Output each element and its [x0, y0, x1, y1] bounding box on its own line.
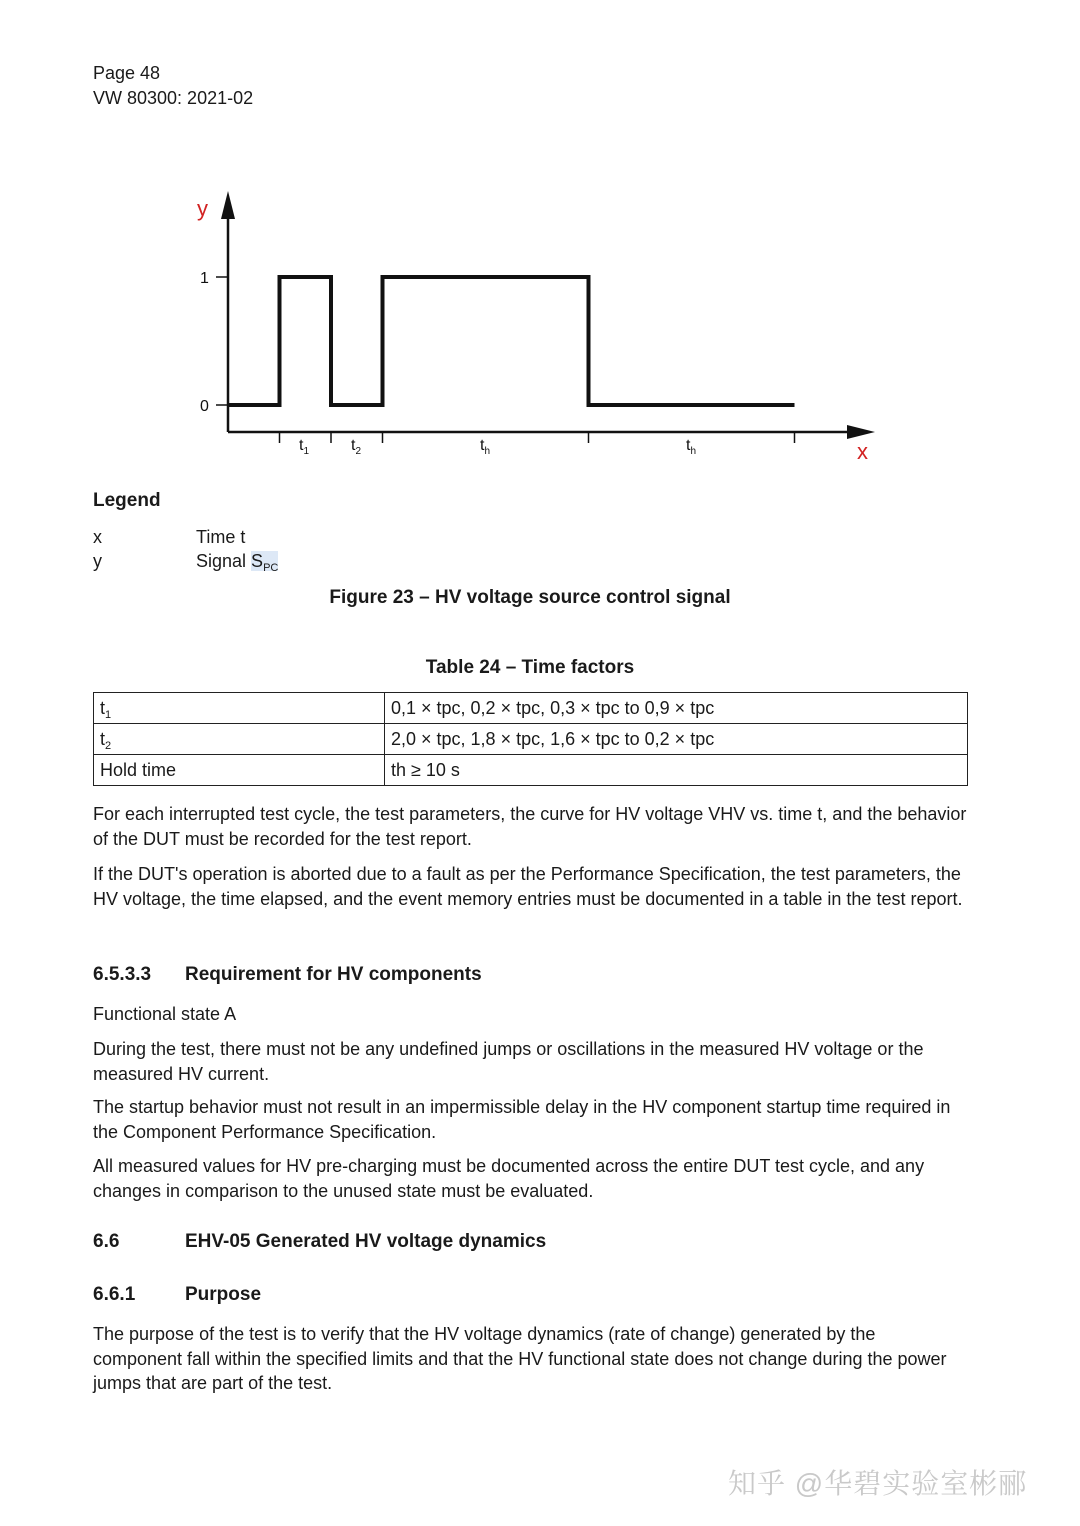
table-row [94, 693, 968, 724]
page-number: Page 48 [93, 63, 161, 83]
x-axis-arrow [847, 425, 875, 439]
legend-value-y: Signal $S_{PC}$ [196, 551, 279, 574]
time-factors-table [93, 692, 968, 786]
section-title: EHV-05 Generated HV voltage dynamics [185, 1231, 547, 1252]
section-number: 6.6.1 [93, 1284, 136, 1305]
table-cell-value: 0,1 × tpc, 0,2 × tpc, 0,3 × tpc to 0,9 × tpc [385, 693, 968, 724]
table-cell-value: th ≥ 10 s [385, 755, 968, 786]
y-axis-arrow [221, 191, 235, 219]
y-tick-label-0: 0 [200, 398, 209, 415]
paragraph-precharging: All measured values for HV pre-charging must be documented across the entire DUT test cycle, and any changes in comparison to the unused state must be evaluated. [93, 1156, 925, 1201]
paragraph-purpose: The purpose of the test is to verify that the HV voltage dynamics (rate of change) generated by the component fall within the specified limits and that the HV functional state does not change during the power jumps that are part of the test. [93, 1324, 947, 1393]
interval-label-th-2: $t_h$ [686, 437, 697, 457]
section-title: Requirement for HV components [185, 964, 482, 985]
table-cell-label: $t_2$ [94, 724, 385, 755]
table-cell-label: Hold time [94, 755, 385, 786]
y-tick-label-1: 1 [200, 270, 209, 287]
legend-key-y: y [93, 551, 102, 571]
interval-ticks [280, 432, 795, 443]
interval-label-t2: $t_2$ [351, 437, 362, 457]
legend-key-x: x [93, 527, 102, 547]
control-signal-chart [180, 185, 880, 470]
interval-label-th-1: $t_h$ [480, 437, 491, 457]
section-number: 6.5.3.3 [93, 964, 152, 985]
watermark: 知乎 @华碧实验室彬郦 [728, 1468, 1028, 1499]
table-row [94, 724, 968, 755]
y-axis-label: y [197, 196, 208, 221]
table-row [94, 755, 968, 786]
legend-title: Legend [93, 490, 161, 511]
paragraph-fault-abort: If the DUT's operation is aborted due to a fault as per the Performance Specification, the test parameters, the HV voltage, the time elapsed, and the event memory entries must be documented in a table in the test report. [93, 864, 963, 909]
table-cell-value: 2,0 × tpc, 1,8 × tpc, 1,6 × tpc to 0,2 × tpc [385, 724, 968, 755]
paragraph-startup: The startup behavior must not result in an impermissible delay in the HV component startup time required in the Component Performance Specification. [93, 1097, 951, 1142]
table-cell-label: $t_1$ [94, 693, 385, 724]
interval-label-t1: $t_1$ [299, 437, 310, 457]
legend-value-x: Time t [196, 527, 246, 547]
document-id: VW 80300: 2021-02 [93, 88, 254, 108]
paragraph-functional-state: Functional state A [93, 1004, 237, 1024]
paragraph-no-jumps: During the test, there must not be any undefined jumps or oscillations in the measured HV voltage or the measured HV current. [93, 1039, 924, 1084]
figure-caption: Figure 23 – HV voltage source control signal [329, 587, 731, 608]
signal-waveform [228, 277, 795, 405]
table-caption: Table 24 – Time factors [425, 657, 635, 678]
section-number: 6.6 [93, 1231, 120, 1252]
x-axis-label: x [857, 439, 868, 464]
section-title: Purpose [185, 1284, 262, 1305]
paragraph-test-report: For each interrupted test cycle, the test parameters, the curve for HV voltage VHV vs. time t, and the behavior of the DUT must be recorded for the test report. [93, 804, 967, 849]
